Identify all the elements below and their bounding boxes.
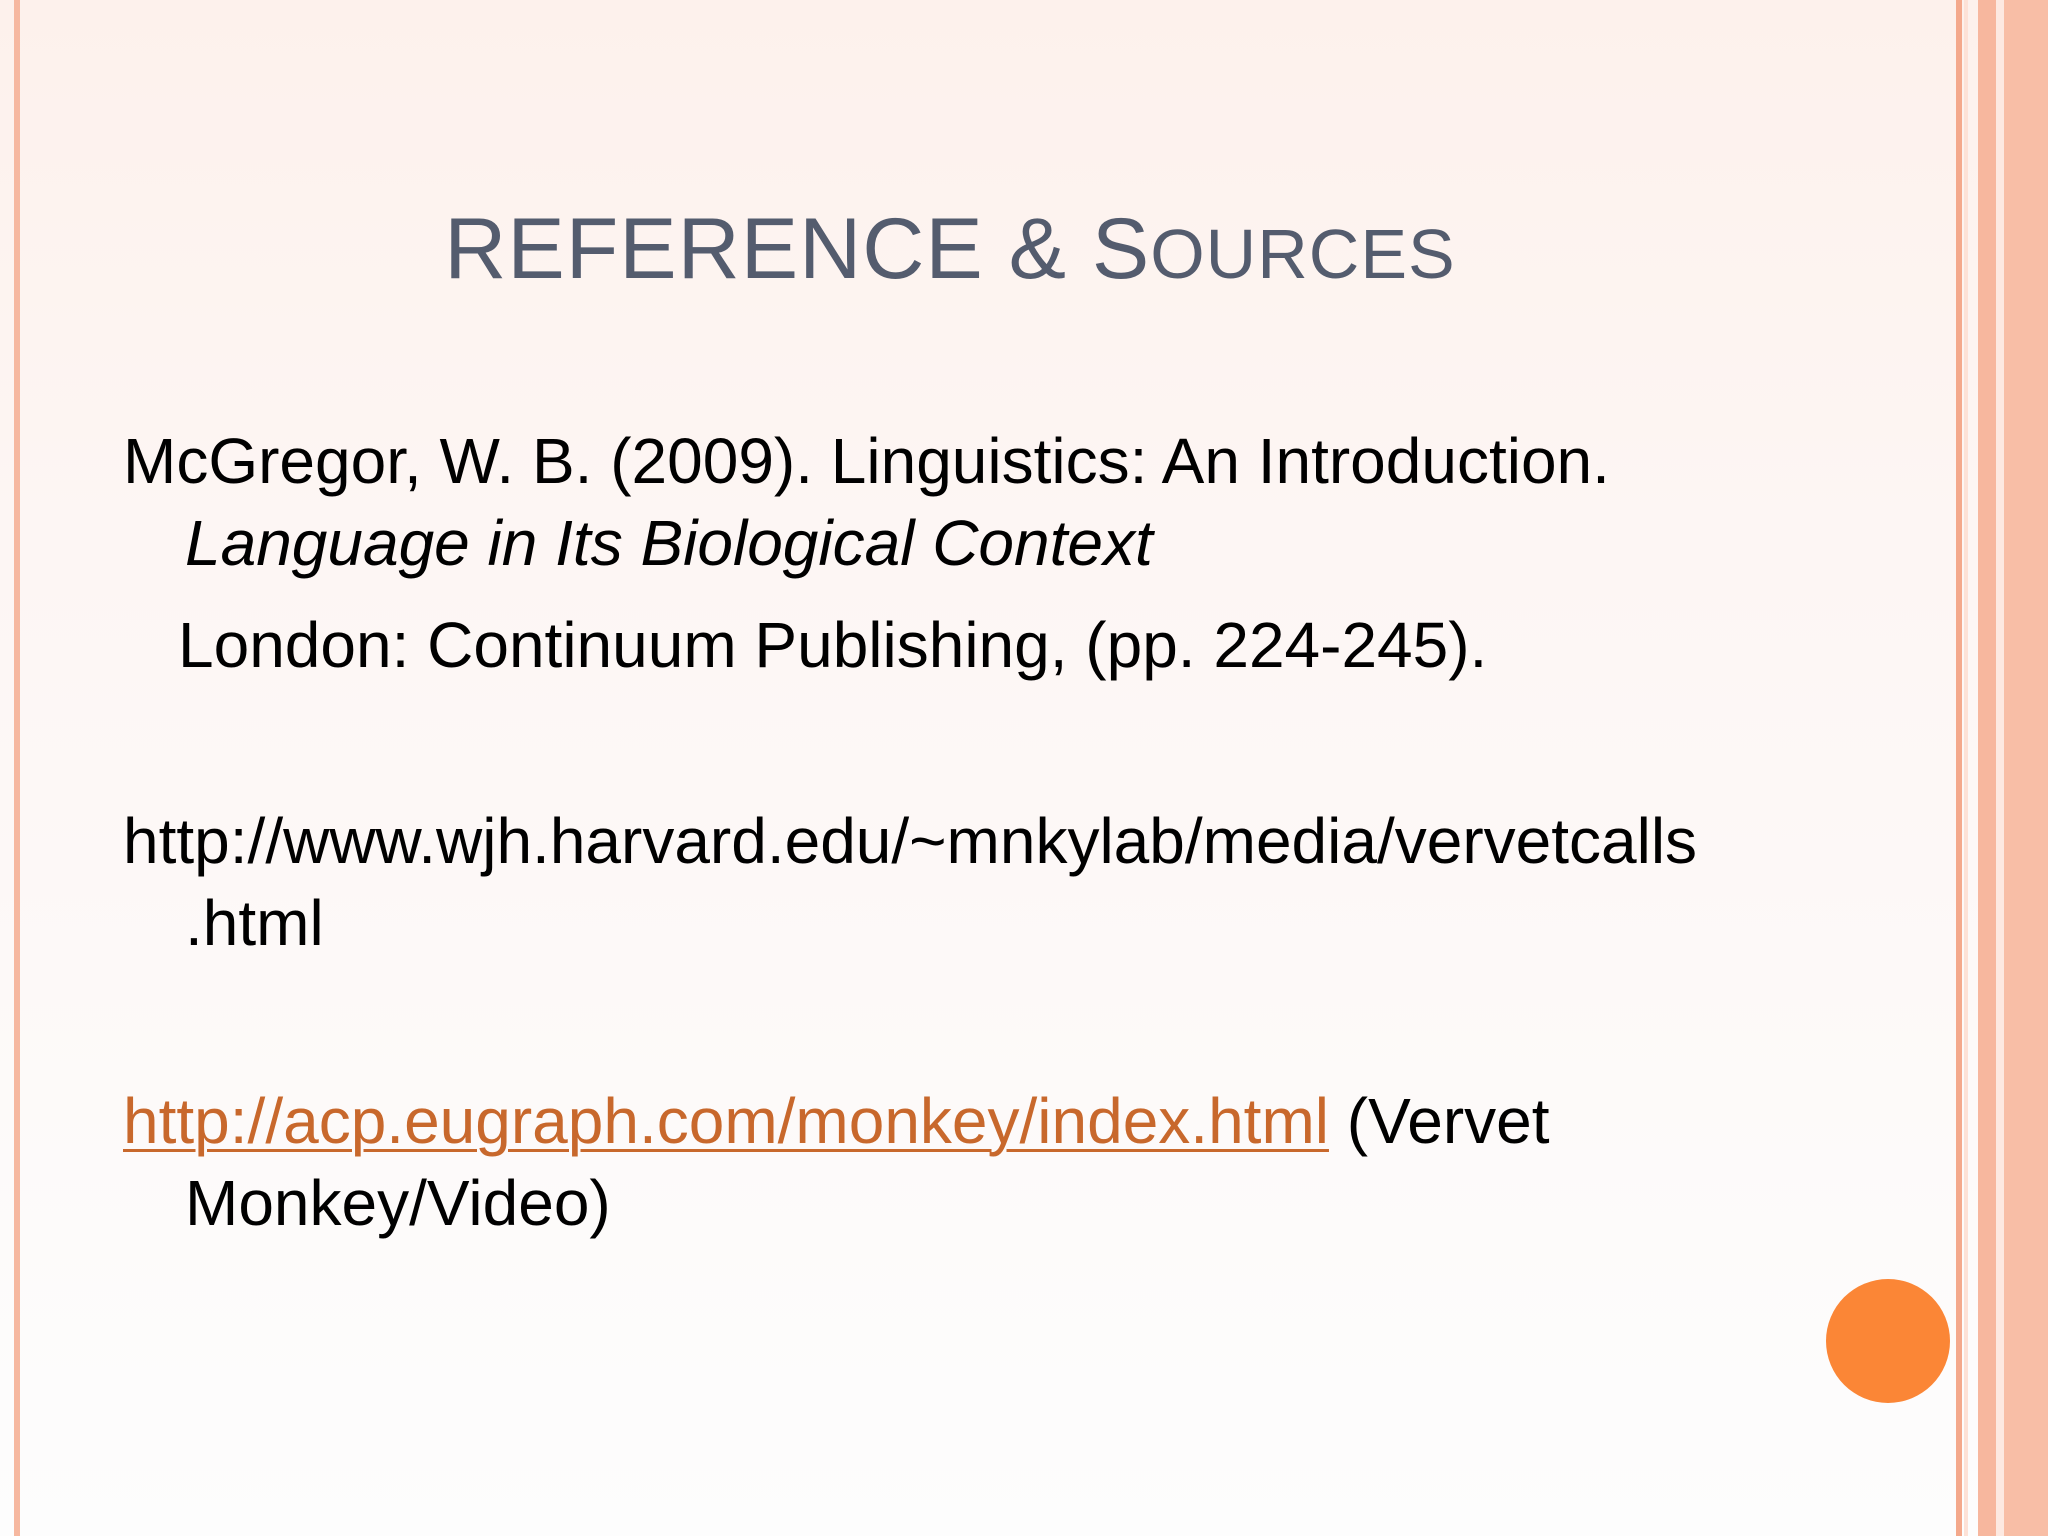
reference-line: McGregor, W. B. (2009). Linguistics: An Introduction. xyxy=(123,425,1610,497)
reference-book-title: Language in Its Biological Context xyxy=(185,507,1153,579)
reference-line: http://www.wjh.harvard.edu/~mnkylab/media/vervetcalls xyxy=(123,805,1698,877)
title-smallcaps: OURCES xyxy=(1150,215,1456,293)
right-stripe xyxy=(1996,0,2004,1536)
orange-circle-decoration xyxy=(1826,1279,1950,1403)
slide-title xyxy=(0,200,1900,299)
right-stripe xyxy=(1978,0,1996,1536)
reference-line: London: Continuum Publishing, (pp. 224-245). xyxy=(178,609,1488,681)
reference-eugraph xyxy=(123,1080,1923,1244)
reference-mcgregor xyxy=(123,420,1923,584)
eugraph-link[interactable]: http://acp.eugraph.com/monkey/index.html xyxy=(123,1085,1329,1157)
right-stripe xyxy=(2004,0,2048,1536)
right-stripe xyxy=(1956,0,1962,1536)
reference-line: (Vervet xyxy=(1328,1085,1550,1157)
reference-line: .html xyxy=(185,887,324,959)
title-main: REFERENCE & S xyxy=(444,201,1151,297)
right-stripe xyxy=(1964,0,1968,1536)
reference-harvard-url xyxy=(123,800,1923,964)
reference-mcgregor-publisher xyxy=(178,604,1978,686)
reference-line: Monkey/Video) xyxy=(185,1167,611,1239)
